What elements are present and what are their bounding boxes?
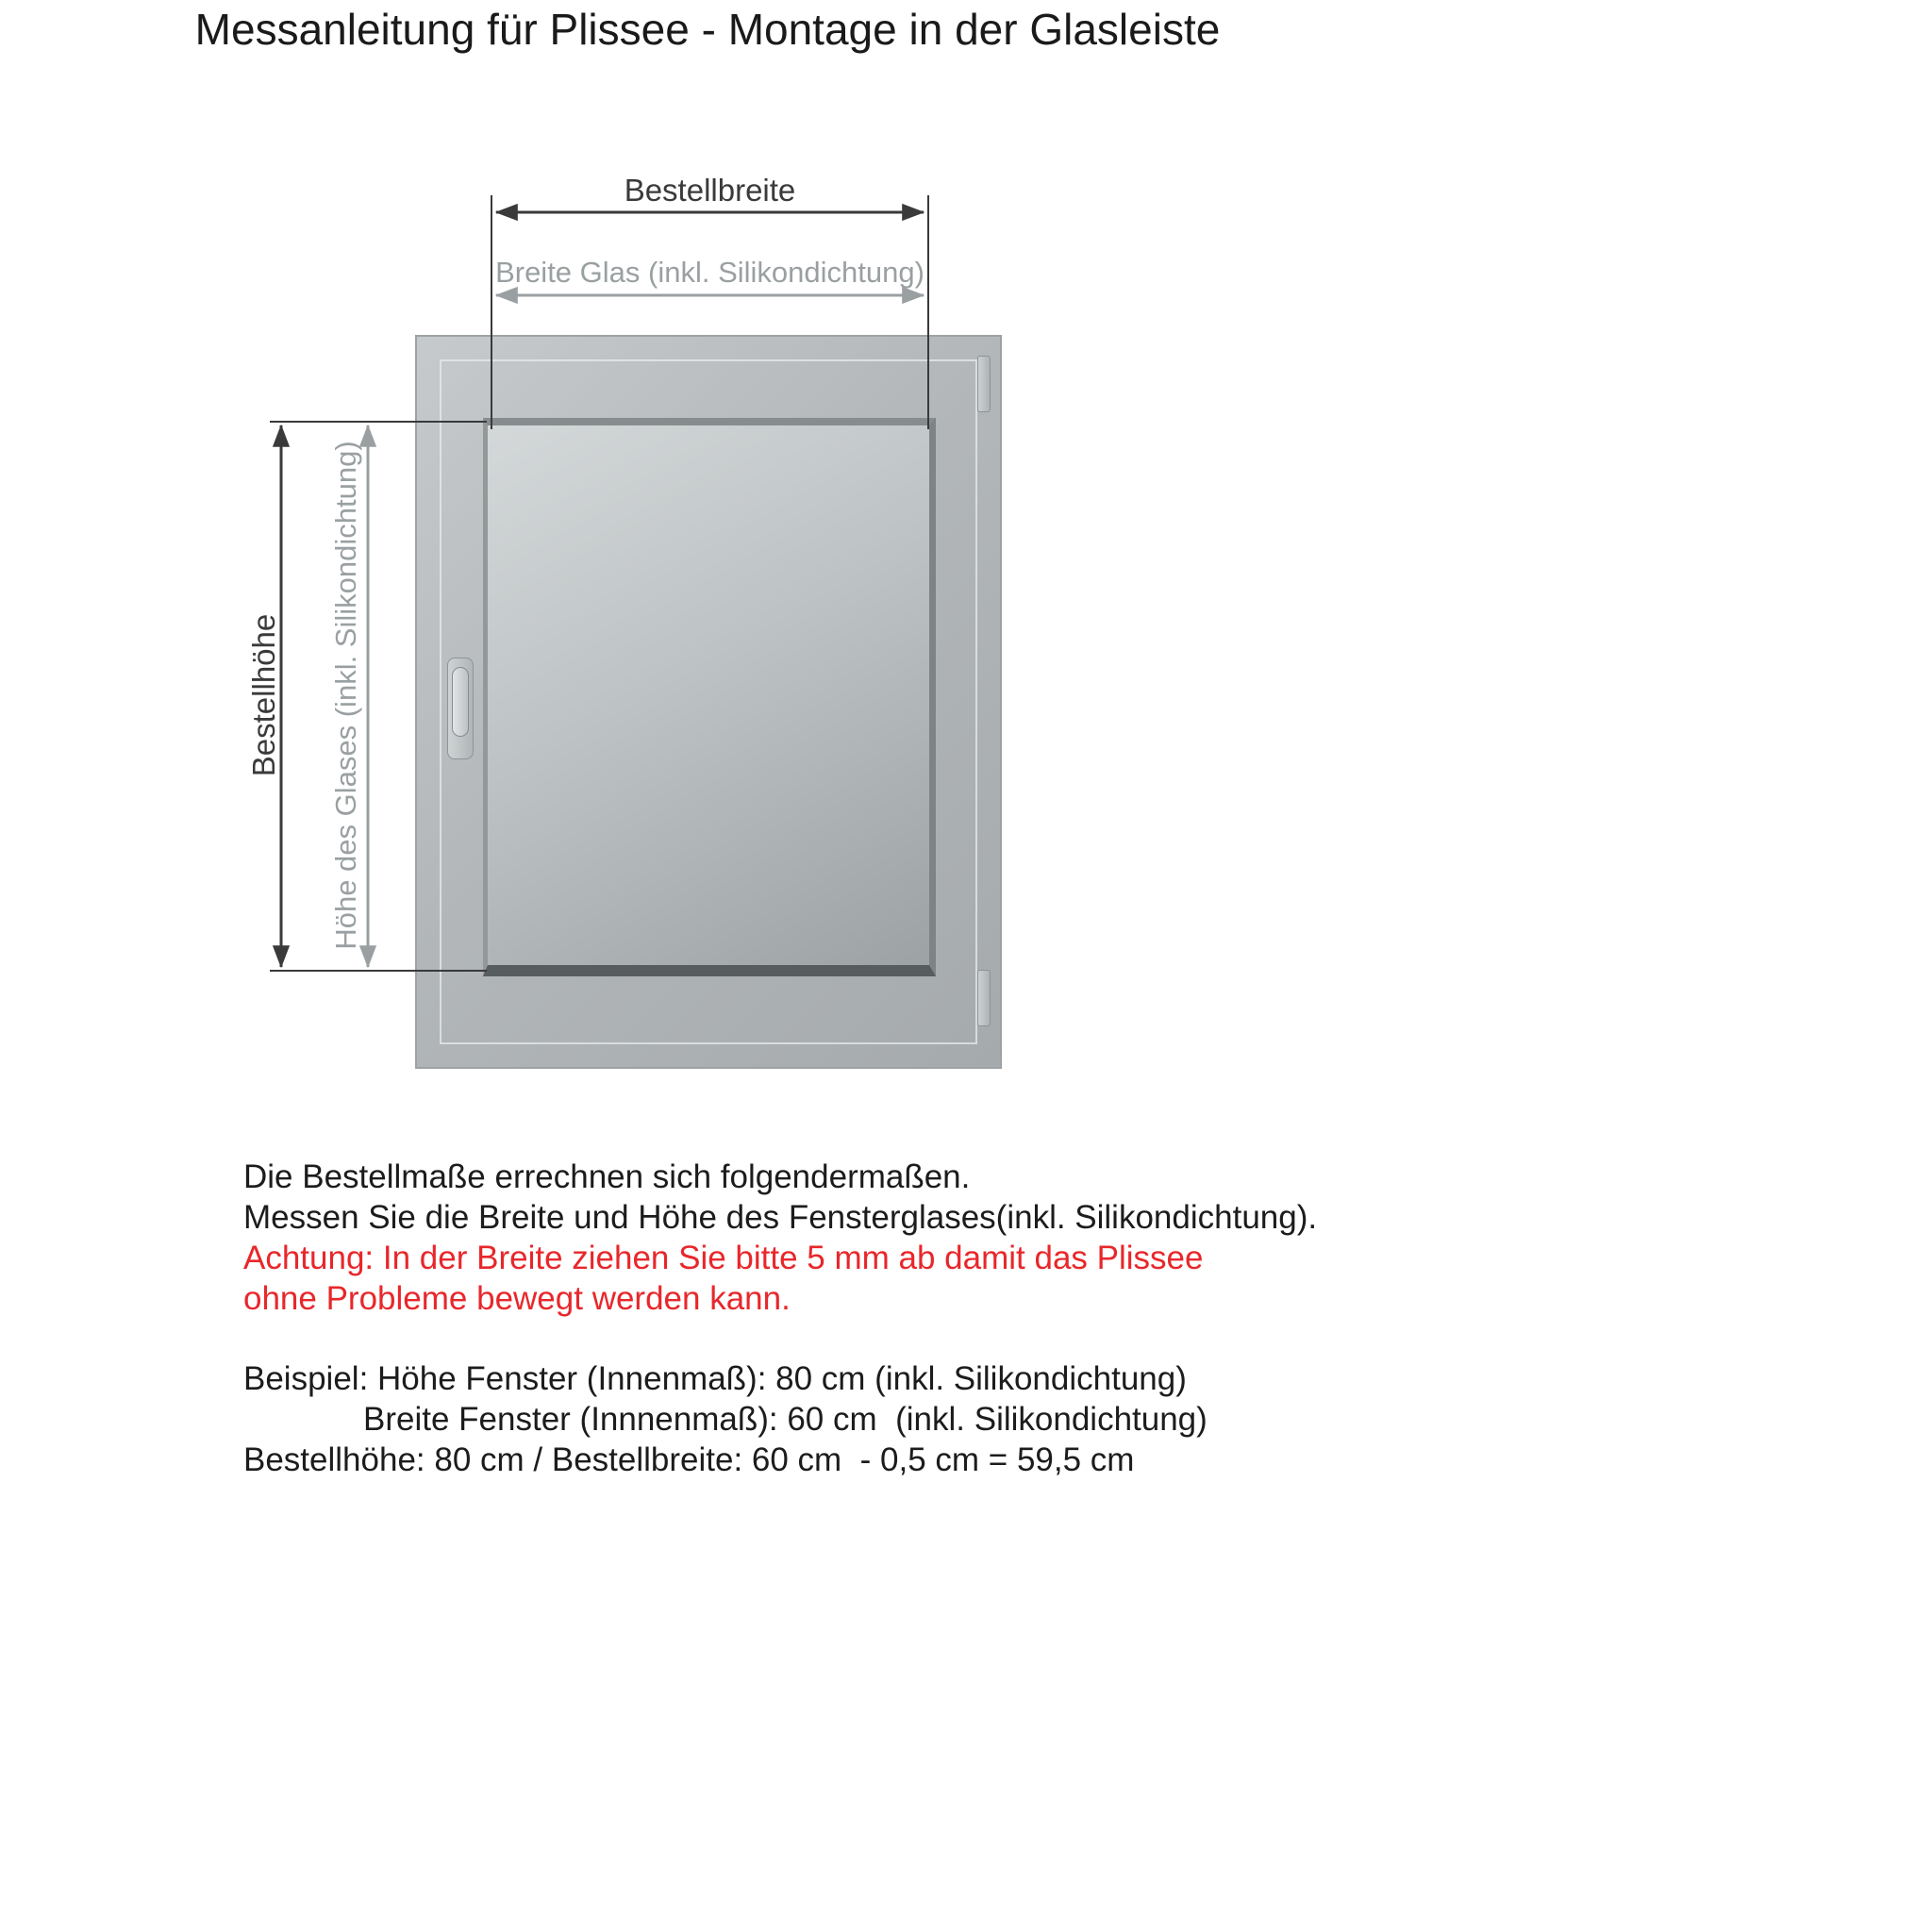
window-hinge-bottom — [977, 970, 991, 1026]
label-order-width: Bestellbreite — [624, 173, 796, 208]
label-glass-height: Höhe des Glases (inkl. Silikondichtung) — [329, 441, 362, 950]
instruction-warning-line1: Achtung: In der Breite ziehen Sie bitte 5 mm ab damit das Plissee — [243, 1240, 1204, 1276]
example-line3: Bestellhöhe: 80 cm / Bestellbreite: 60 cm - 0,5 cm = 59,5 cm — [243, 1441, 1135, 1478]
window-hinge-top — [977, 356, 991, 412]
window-glass — [483, 418, 936, 976]
example-block — [243, 1358, 1317, 1480]
example-line1: Beispiel: Höhe Fenster (Innenmaß): 80 cm (inkl. Silikondichtung) — [243, 1360, 1187, 1397]
instruction-intro-line2: Messen Sie die Breite und Höhe des Fensterglases(inkl. Silikondichtung). — [243, 1199, 1318, 1236]
instructions-block — [243, 1157, 1317, 1480]
instruction-warning-line2: ohne Probleme bewegt werden kann. — [243, 1280, 791, 1317]
label-glass-width: Breite Glas (inkl. Silikondichtung) — [495, 256, 924, 289]
example-line2: Breite Fenster (Innnenmaß): 60 cm (inkl. Silikondichtung) — [363, 1401, 1208, 1438]
window-handle — [452, 667, 469, 737]
label-order-height: Bestellhöhe — [246, 613, 281, 777]
page-title: Messanleitung für Plissee - Montage in der Glasleiste — [194, 5, 1221, 54]
window-frame — [415, 335, 1002, 1069]
instruction-intro-line1: Die Bestellmaße errechnen sich folgendermaßen. — [243, 1158, 971, 1195]
